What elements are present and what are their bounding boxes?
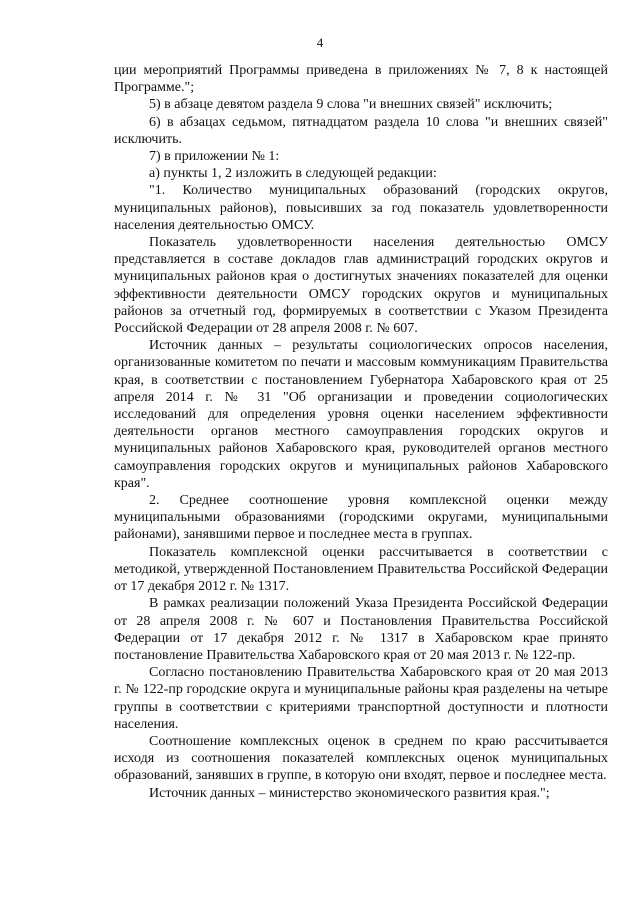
- paragraph-item-7: 7) в приложении № 1:: [149, 149, 280, 165]
- paragraph-point-2: 2. Среднее соотношение уровня комплексной оценки между муниципальными образованиями (городскими округами, муниципальными районами), занявшими первое и последнее места в группах.: [114, 493, 608, 543]
- paragraph-indicator-satisfaction: Показатель удовлетворенности населения деятельностью ОМСУ представляется в составе докладов глав администраций городских округов и муниципальных районов края о достигнутых значениях показателей для оценки эффективности деятельности ОМСУ городских округов и муниципальных районов за отчетный год, формируемых в соответствии с Указом Президента Российской Федерации от 28 апреля 2008 г. № 607.: [114, 235, 608, 337]
- paragraph-ratio-calculation: Соотношение комплексных оценок в среднем по краю рассчитывается исходя из соотношения показателей комплексных оценок муниципальных образований, занявших в группе, в которую они входят, первое и последнее места.: [114, 733, 608, 784]
- paragraph-data-source-ministry: Источник данных – министерство экономического развития края.";: [149, 785, 550, 801]
- page-number: 4: [316, 35, 324, 50]
- paragraph-subitem-a: а) пункты 1, 2 изложить в следующей редакции:: [149, 166, 437, 182]
- document-body: [114, 62, 608, 802]
- paragraph-item-5: 5) в абзаце девятом раздела 9 слова "и внешних связей" исключить;: [149, 97, 553, 113]
- paragraph-indicator-complex-assessment: Показатель комплексной оценки рассчитывается в соответствии с методикой, утвержденной Постановлением Правительства Российской Федерации от 17 декабря 2012 г. № 1317.: [114, 544, 608, 595]
- paragraph-item-6: 6) в абзацах седьмом, пятнадцатом раздела 10 слова "и внешних связей" исключить.: [114, 114, 608, 147]
- paragraph-groups: Согласно постановлению Правительства Хабаровского края от 20 мая 2013 г. № 122-пр городские округа и муниципальные районы края разделены на четыре группы в соответствии с критериями транспортной доступности и плотности населения.: [114, 665, 608, 732]
- paragraph-data-source-surveys: Источник данных – результаты социологических опросов населения, организованные комитетом по печати и массовым коммуникациям Правительства края, в соответствии с постановлением Губернатора Хабаровского края от 25 апреля 2014 г. № 31 "Об организации и проведении социологических исследований для определения уровня оценки населением эффективности деятельности органов местного самоуправления городских округов и муниципальных районов Хабаровского края, руководителей органов местного самоуправления городских округов и муниципальных районов Хабаровского края".: [114, 338, 608, 491]
- paragraph-point-1: "1. Количество муниципальных образований (городских округов, муниципальных районов), повысивших за год показатель удовлетворенности населения деятельностью ОМСУ.: [114, 183, 608, 233]
- paragraph-continuation: ции мероприятий Программы приведена в приложениях № 7, 8 к настоящей Программе.";: [114, 63, 608, 96]
- paragraph-decree-implementation: В рамках реализации положений Указа Президента Российской Федерации от 28 апреля 2008 г. № 607 и Постановления Правительства Российской Федерации от 17 декабря 2012 г. № 1317 в Хабаровском крае принято постановление Правительства Хабаровского края от 20 мая 2013 г. № 122-пр.: [114, 596, 608, 663]
